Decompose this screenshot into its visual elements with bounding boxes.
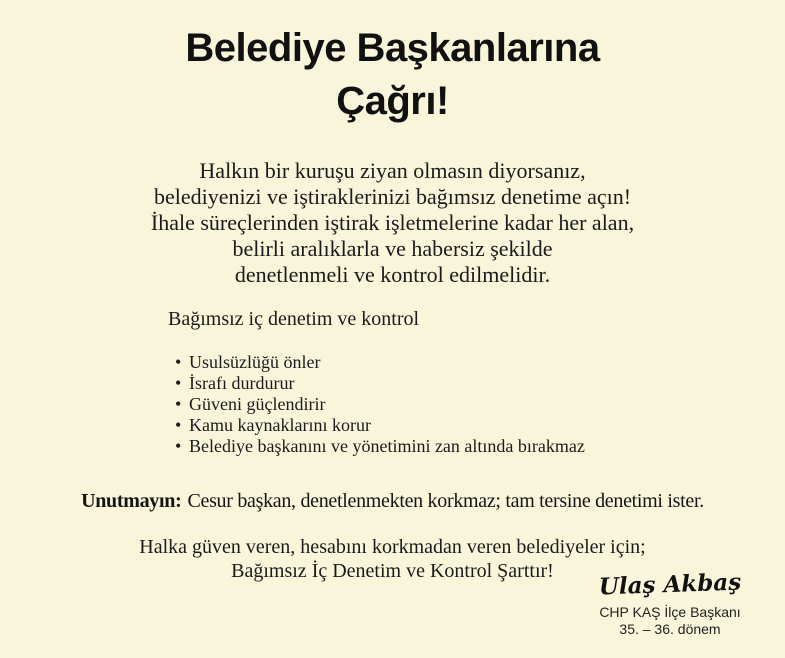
signature-name: Ulaş Akbaş [598, 568, 742, 601]
reminder-text: Cesur başkan, denetlenmekten korkmaz; tam tersine denetimi ister. [187, 490, 704, 512]
reminder-line [0, 489, 785, 513]
signature-block [595, 570, 745, 638]
intro-line-2: belediyenizi ve iştiraklerinizi bağımsız denetime açın! [153, 184, 632, 209]
closing-line-1: Halka güven veren, hesabını korkmadan veren belediyeler için; [139, 536, 646, 558]
intro-line-5: denetlenmeli ve kontrol edilmelidir. [234, 262, 551, 287]
list-item: • Belediye başkanını ve yönetimini zan altında bırakmaz [175, 436, 585, 457]
page-title-line-2: Çağrı! [336, 79, 449, 123]
signature-term: 35. – 36. dönem [619, 621, 721, 637]
reminder-label: Unutmayın: [81, 490, 182, 512]
signature-role: CHP KAŞ İlçe Başkanı [599, 604, 741, 620]
list-item: • Usulsüzlüğü önler [175, 352, 585, 373]
page-title-line-1: Belediye Başkanlarına [185, 26, 600, 70]
section-heading: Bağımsız iç denetim ve kontrol [168, 308, 420, 330]
page-title [0, 22, 785, 128]
intro-line-4: belirli aralıklarla ve habersiz şekilde [232, 236, 553, 261]
benefits-list [175, 352, 585, 457]
intro-line-1: Halkın bir kuruşu ziyan olmasın diyorsanız, [199, 158, 586, 183]
list-item: • Kamu kaynaklarını korur [175, 415, 585, 436]
intro-paragraph [0, 158, 785, 288]
intro-line-3: İhale süreçlerinden iştirak işletmelerine kadar her alan, [150, 210, 635, 235]
list-item: • Güveni güçlendirir [175, 394, 585, 415]
closing-line-2: Bağımsız İç Denetim ve Kontrol Şarttır! [231, 560, 554, 582]
list-item: • İsrafı durdurur [175, 373, 585, 394]
